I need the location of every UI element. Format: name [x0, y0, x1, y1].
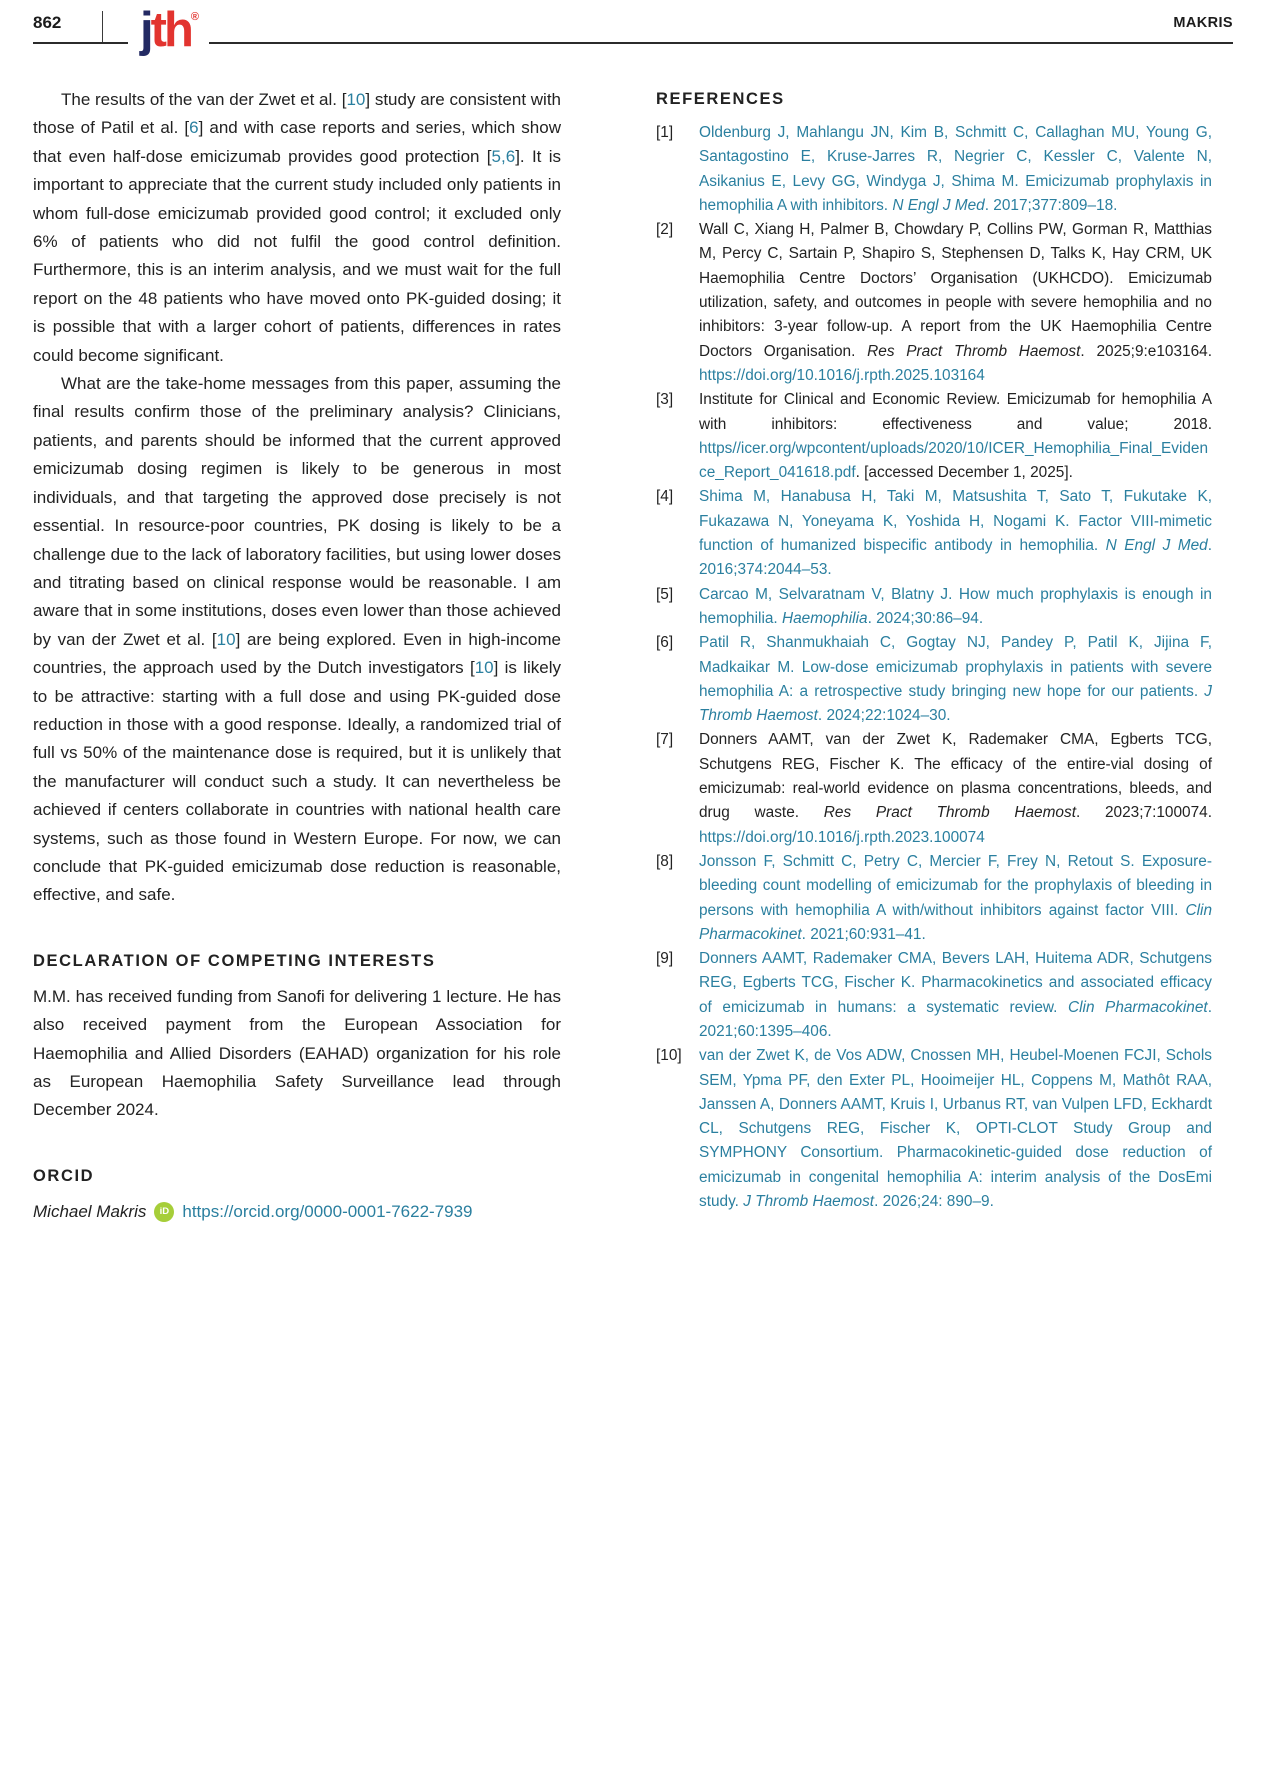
header-divider — [102, 11, 103, 42]
orcid-heading: ORCID — [33, 1166, 95, 1185]
reference-number: [1] — [656, 124, 674, 141]
citation-link[interactable]: 6 — [189, 118, 199, 138]
citation-link[interactable]: 10 — [474, 658, 494, 678]
reference-text[interactable] — [699, 586, 1212, 627]
competing-interests-heading: DECLARATION OF COMPETING INTERESTS — [33, 951, 436, 970]
text-segment: Clin Pharmacokinet — [699, 901, 1212, 943]
text-segment: ] and with case reports and series, which show that even half-dose emicizumab provides good protection [ — [33, 118, 561, 166]
text-segment: Patil R, Shanmukhaiah C, Gogtay NJ, Pandey P, Patil K, Jijina F, Madkaikar M. Low-dose emicizumab prophylaxis in patients with severe hemophilia A: a retrospective study bringing new hope for our patients. — [699, 634, 1212, 700]
text-segment: ]. It is important to appreciate that the current study included only patients in whom full-dose emicizumab provided good control; it excluded only 6% of patients who did not fulfil the good control definition. Furthermore, this is an interim analysis, and we must wait for the full report on the 48 patients who have moved onto PK-guided dosing; it is possible that with a larger cohort of patients, differences in rates could become significant. — [33, 146, 561, 365]
text-segment: ] study are consistent with those of Patil et al. [ — [33, 90, 562, 138]
orcid-line — [33, 1198, 561, 1226]
reference-number: [4] — [656, 488, 674, 506]
text-segment: N Engl J Med — [892, 196, 985, 214]
author-name: Michael Makris — [33, 1201, 147, 1221]
reference-number: [5] — [656, 585, 674, 603]
reference-url-link[interactable]: https//icer.org/wpcontent/uploads/2020/10/ICER_Hemophilia_Final_Evidence_Report_041618.pdf — [699, 439, 1209, 482]
page-number: 862 — [33, 13, 62, 32]
text-segment: . 2026;24: 890–9. — [874, 1193, 994, 1211]
text-segment: Institute for Clinical and Economic Review. Emicizumab for hemophilia A with inhibitors: effectiveness and value; 2018. — [699, 391, 1212, 433]
citation-link[interactable]: 5,6 — [491, 146, 516, 166]
reference-item — [656, 728, 1212, 849]
reference-item — [656, 218, 1212, 388]
body-paragraph — [33, 86, 561, 370]
text-segment: . 2025;9:e103164. — [1080, 342, 1212, 360]
references-heading: REFERENCES — [656, 90, 785, 108]
text-segment: . 2023;7:100074. — [1075, 804, 1212, 822]
header-rule — [33, 42, 1233, 44]
reference-text[interactable] — [699, 853, 1212, 943]
orcid-id-icon[interactable]: iD — [154, 1202, 174, 1222]
reference-text — [699, 731, 1212, 845]
text-segment: Jonsson F, Schmitt C, Petry C, Mercier F, Frey N, Retout S. Exposure-bleeding count modelling of emicizumab for the prophylaxis of bleeding in persons with hemophilia A with/without inhibitors against factor VIII. — [699, 852, 1212, 919]
text-segment: Donners AAMT, van der Zwet K, Rademaker CMA, Egberts TCG, Schutgens REG, Fischer K. The efficacy of the entire-vial dosing of emicizumab: real-world evidence on plasma concentrations, bleeds, and drug waste. — [699, 731, 1212, 822]
reference-text — [699, 391, 1212, 481]
reference-number: [8] — [656, 852, 674, 870]
text-segment: Wall C, Xiang H, Palmer B, Chowdary P, Collins PW, Gorman R, Matthias M, Percy C, Sartain P, Shapiro S, Stephensen D, Talks K, Hay CRM, UK Haemophilia Centre Doctors’ Organisation (UKHCDO). Emicizumab utilization, safety, and outcomes in people with severe hemophilia and no inhibitors: 3-year follow-up. A report from the UK Haemophilia Centre Doctors Organisation. — [699, 221, 1212, 360]
text-segment: J Thromb Haemost — [699, 682, 1212, 725]
text-segment: Shima M, Hanabusa H, Taki M, Matsushita T, Sato T, Fukutake K, Fukazawa N, Yoneyama K, Yoshida H, Nogami K. Factor VIII-mimetic function of humanized bispecific antibody in hemophilia. — [699, 488, 1212, 555]
text-segment: N Engl J Med — [1105, 537, 1208, 555]
reference-item — [656, 850, 1212, 947]
text-segment: . 2024;30:86–94. — [867, 609, 984, 627]
reference-url-link[interactable]: https://doi.org/10.1016/j.rpth.2025.103164 — [699, 366, 985, 384]
reference-number: [7] — [656, 731, 674, 749]
body-paragraph — [33, 370, 561, 910]
reference-item — [656, 388, 1212, 485]
text-segment: ] are being explored. Even in high-income countries, the approach used by the Dutch investigators [ — [33, 629, 562, 678]
text-segment: Clin Pharmacokinet — [1067, 998, 1208, 1016]
reference-item — [656, 583, 1212, 632]
text-segment: . [accessed December 1, 2025]. — [855, 464, 1073, 482]
reference-item — [656, 947, 1212, 1044]
reference-url-link[interactable]: https://doi.org/10.1016/j.rpth.2023.100074 — [699, 828, 985, 846]
text-segment: The results of the van der Zwet et al. [ — [61, 90, 347, 109]
text-segment: Haemophilia — [782, 609, 868, 627]
reference-number: [9] — [656, 950, 674, 968]
reference-item — [656, 485, 1212, 582]
text-segment: J Thromb Haemost — [743, 1193, 875, 1211]
text-segment: . 2016;374:2044–53. — [699, 537, 1212, 579]
text-segment: Res Pract Thromb Haemost — [823, 804, 1076, 822]
references-list — [656, 121, 1212, 1214]
reference-text[interactable] — [699, 634, 1212, 724]
orcid-url-link[interactable]: https://orcid.org/0000-0001-7622-7939 — [182, 1201, 473, 1221]
reference-number: [2] — [656, 221, 674, 239]
citation-link[interactable]: 10 — [216, 629, 236, 649]
page-header — [0, 0, 1280, 78]
text-segment: van der Zwet K, de Vos ADW, Cnossen MH, Heubel-Moenen FCJI, Schols SEM, Ypma PF, den Exter PL, Hooimeijer HL, Coppens M, Mathôt RAA, Janssen A, Donners AAMT, Kruis I, Urbanus RT, van Vulpen LFD, Eckhardt CL, Schutgens REG, Fischer K, OPTI-CLOT Study Group and SYMPHONY Consortium. Pharmacokinetic-guided dose reduction of emicizumab in congenital hemophilia A: interim analysis of the DosEmi study. — [699, 1047, 1212, 1211]
reference-number: [3] — [656, 391, 674, 409]
text-segment: Oldenburg J, Mahlangu JN, Kim B, Schmitt C, Callaghan MU, Young G, Santagostino E, Kruse-Jarres R, Negrier C, Kessler C, Valente N, Asikanius E, Levy GG, Windyga J, Shima M. Emicizumab prophylaxis in hemophilia A with inhibitors. — [699, 124, 1212, 214]
reference-text[interactable] — [699, 124, 1212, 214]
competing-interests-text: M.M. has received funding from Sanofi for delivering 1 lecture. He has also received payment from the European Association for Haemophilia and Allied Disorders (EAHAD) organization for his role as European Haemophilia Safety Surveillance lead through December 2024. — [33, 986, 561, 1120]
reference-item — [656, 1044, 1212, 1214]
references-section — [656, 86, 1212, 1226]
reference-item — [656, 121, 1212, 218]
reference-number: [10] — [656, 1047, 682, 1065]
reference-item — [656, 631, 1212, 728]
text-segment: What are the take-home messages from this paper, assuming the final results confirm those of the preliminary analysis? Clinicians, patients, and parents should be informed that the current approved emicizumab dosing regimen is likely to be generous in most individuals, and that targeting the approved dose precisely is not essential. In resource-poor countries, PK dosing is likely to be a challenge due to the lack of laboratory facilities, but using lower doses and titrating based on clinical response would be reasonable. I am aware that in some institutions, doses even lower than those achieved by van der Zwet et al. [ — [33, 374, 561, 649]
registered-trademark-icon: ® — [190, 11, 199, 23]
text-segment: . 2024;22:1024–30. — [817, 707, 951, 725]
reference-number: [6] — [656, 634, 674, 652]
reference-text — [699, 221, 1212, 384]
text-segment: Res Pract Thromb Haemost — [867, 342, 1081, 360]
two-column-body — [0, 78, 1280, 1226]
text-segment: Donners AAMT, Rademaker CMA, Bevers LAH, Huitema ADR, Schutgens REG, Egberts TCG, Fischer K. Pharmacokinetics and associated efficacy of emicizumab in humans: a systematic review. — [699, 950, 1212, 1016]
reference-text[interactable] — [699, 950, 1212, 1040]
jth-journal-logo — [128, 4, 209, 59]
logo-letter-j: j — [140, 3, 151, 57]
reference-text[interactable] — [699, 488, 1212, 578]
text-segment: ] is likely to be attractive: starting with a full dose and using PK-guided dose reduction in those with a good response. Ideally, a randomized trial of full vs 50% of the maintenance dose is required, but it is unlikely that the manufacturer will conduct such a study. It can nevertheless be achieved if centers collaborate in countries with national health care systems, such as those found in Western Europe. For now, we can conclude that PK-guided emicizumab dose reduction is reasonable, effective, and safe. — [33, 658, 562, 905]
text-segment: . 2017;377:809–18. — [984, 196, 1118, 214]
running-head-author: MAKRIS — [1173, 15, 1233, 31]
citation-link[interactable]: 10 — [346, 90, 366, 109]
logo-letters-th: th — [150, 3, 191, 57]
reference-text[interactable] — [699, 1047, 1212, 1210]
text-segment: Carcao M, Selvaratnam V, Blatny J. How much prophylaxis is enough in hemophilia. — [699, 585, 1212, 627]
left-column — [33, 86, 561, 1226]
text-segment: . 2021;60:1395–406. — [699, 998, 1212, 1040]
text-segment: . 2021;60:931–41. — [801, 925, 926, 943]
